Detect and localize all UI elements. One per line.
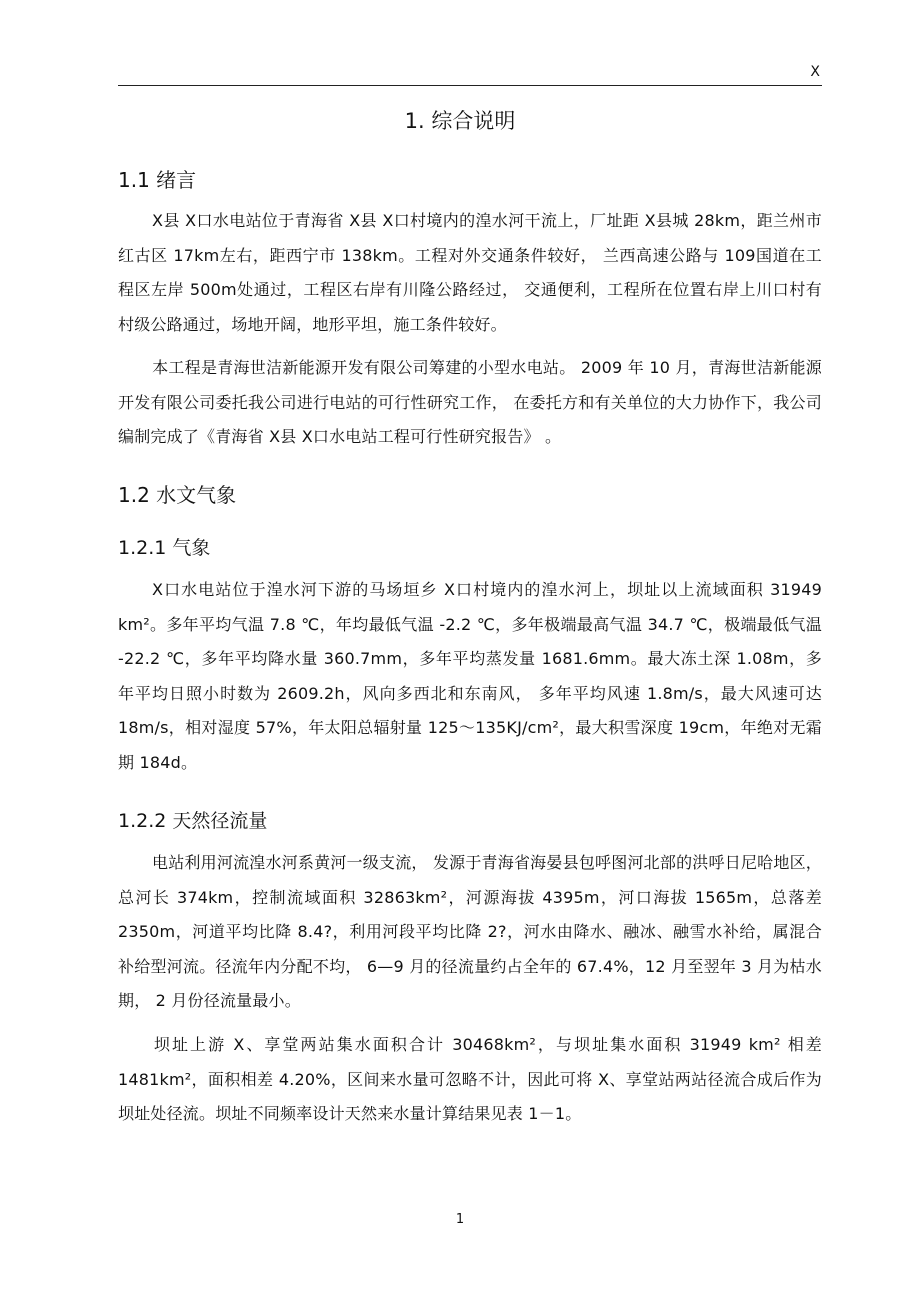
paragraph-climate	[118, 573, 822, 781]
section-heading-1-1: 1.1 绪言	[118, 168, 197, 192]
header-mark: X	[810, 64, 820, 80]
paragraph-text: 电站利用河流湟水河系黄河一级支流， 发源于青海省海晏县包呼图河北部的洪呼日尼哈地区，总河长 374km，控制流域面积 32863km²，河源海拔 4395m，河口海拔 1565m，总落差 2350m，河道平均比降 8.4?，利用河段平均比降 2?，河水由降水、融冰、融雪水补给，属混合补给型河流。径流年内分配不均， 6—9 月的径流量约占全年的 67.4%，12 月至翌年 3 月为枯水期， 2 月份径流量最小。	[118, 853, 822, 1011]
paragraph-text: X口水电站位于湟水河下游的马场垣乡 X口村境内的湟水河上，坝址以上流域面积 31949 km²。多年平均气温 7.8 ℃，年均最低气温 -2.2 ℃，多年极端最高气温 34.7 ℃，极端最低气温 -22.2 ℃，多年平均降水量 360.7mm，多年平均蒸发量 1681.6mm。最大冻土深 1.08m，多年平均日照小时数为 2609.2h，风向多西北和东南风， 多年平均风速 1.8m/s，最大风速可达 18m/s，相对湿度 57%，年太阳总辐射量 125～135KJ/cm²，最大积雪深度 19cm，年绝对无霜期 184d。	[118, 580, 822, 772]
header-rule	[118, 85, 822, 86]
paragraph-runoff-2	[118, 1028, 822, 1132]
chapter-title: 1. 综合说明	[404, 109, 516, 133]
section-heading-1-2: 1.2 水文气象	[118, 483, 237, 507]
paragraph-text: X县 X口水电站位于青海省 X县 X口村境内的湟水河干流上，厂址距 X县城 28km，距兰州市红古区 17km左右，距西宁市 138km。工程对外交通条件较好， 兰西高速公路与 109国道在工程区左岸 500m处通过，工程区右岸有川隆公路经过， 交通便利，工程所在位置右岸上川口村有村级公路通过，场地开阔，地形平坦，施工条件较好。	[118, 211, 822, 334]
paragraph-text: 本工程是青海世洁新能源开发有限公司筹建的小型水电站。 2009 年 10 月，青海世洁新能源开发有限公司委托我公司进行电站的可行性研究工作， 在委托方和有关单位的大力协作下，我公司编制完成了《青海省 X县 X口水电站工程可行性研究报告》 。	[118, 358, 822, 447]
paragraph-runoff-1	[118, 846, 822, 1019]
paragraph-introduction-2	[118, 351, 822, 455]
paragraph-text: 坝址上游 X、享堂两站集水面积合计 30468km²，与坝址集水面积 31949 km² 相差 1481km²，面积相差 4.20%，区间来水量可忽略不计，因此可将 X、享堂站两站径流合成后作为坝址处径流。坝址不同频率设计天然来水量计算结果见表 1－1。	[118, 1035, 822, 1124]
paragraph-introduction-1	[118, 204, 822, 342]
section-heading-1-2-2: 1.2.2 天然径流量	[118, 810, 268, 832]
section-heading-1-2-1: 1.2.1 气象	[118, 537, 211, 559]
page-number: 1	[455, 1212, 465, 1227]
